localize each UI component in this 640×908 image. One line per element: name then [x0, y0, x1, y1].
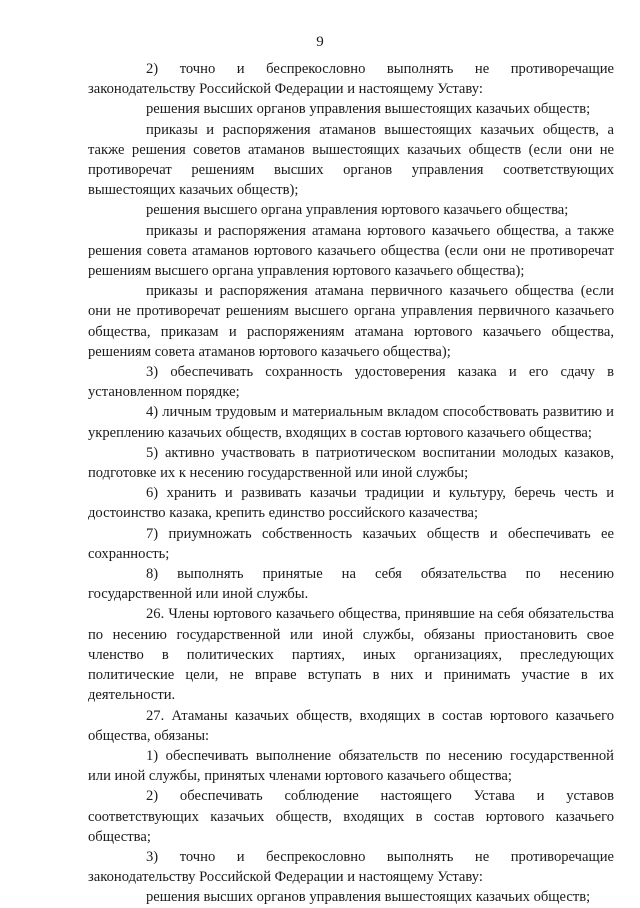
- paragraph: 2) обеспечивать соблюдение настоящего Устава и уставов соответствующих казачьих обществ, входящих в состав юртового казачьего общества;: [88, 788, 614, 845]
- paragraph: приказы и распоряжения атамана юртового казачьего общества, а также решения совета атаманов юртового казачьего общества (если они не противоречат решениям высшего органа управления юртового казачьего общества);: [88, 222, 614, 280]
- paragraph: приказы и распоряжения атамана первичного казачьего общества (если они не противоречат решениям высшего органа управления первичного казачьего общества, приказам и распоряжениям атамана юртового казачьего общества, решениям совета атаманов юртового казачьего общества);: [88, 283, 614, 360]
- paragraph: 6) хранить и развивать казачьи традиции и культуру, беречь честь и достоинство казака, крепить единство российского казачества;: [88, 485, 614, 522]
- paragraph: 1) обеспечивать выполнение обязательств по несению государственной или иной службы, принятых членами юртового казачьего общества;: [88, 747, 614, 785]
- page-number: 9: [316, 34, 324, 50]
- paragraph: 8) выполнять принятые на себя обязательства по несению государственной или иной службы.: [88, 566, 614, 603]
- document-body: [88, 59, 614, 908]
- paragraph: 27. Атаманы казачьих обществ, входящих в состав юртового казачьего общества, обязаны:: [88, 707, 614, 744]
- paragraph: решения высших органов управления вышестоящих казачьих обществ;: [146, 101, 591, 118]
- paragraph: решения высших органов управления вышестоящих казачьих обществ;: [146, 889, 591, 906]
- paragraph: 3) точно и беспрекословно выполнять не противоречащие законодательству Российской Федерации и настоящему Уставу:: [88, 848, 614, 886]
- paragraph: 5) активно участвовать в патриотическом воспитании молодых казаков, подготовке их к несению государственной или иной службы;: [88, 444, 614, 482]
- paragraph: 3) обеспечивать сохранность удостоверения казака и его сдачу в установленном порядке;: [88, 364, 614, 401]
- paragraph: 7) приумножать собственность казачьих обществ и обеспечивать ее сохранность;: [88, 525, 614, 562]
- paragraph: решения высшего органа управления юртового казачьего общества;: [146, 202, 569, 219]
- paragraph: 2) точно и беспрекословно выполнять не противоречащие законодательству Российской Федерации и настоящему Уставу:: [88, 61, 614, 98]
- paragraph: 26. Члены юртового казачьего общества, принявшие на себя обязательства по несению государственной или иной службы, обязаны приостановить свое членство в политических партиях, иных организациях, преследующих политические цели, не вправе вступать в них и принимать участие в их деятельности.: [88, 606, 614, 704]
- paragraph: приказы и распоряжения атаманов вышестоящих казачьих обществ, а также решения советов атаманов вышестоящих казачьих обществ (если они не противоречат решениям высших органов управления соответствующих вышестоящих казачьих обществ);: [88, 121, 614, 199]
- paragraph: 4) личным трудовым и материальным вкладом способствовать развитию и укреплению казачьих обществ, входящих в состав юртового казачьего общества;: [88, 404, 614, 441]
